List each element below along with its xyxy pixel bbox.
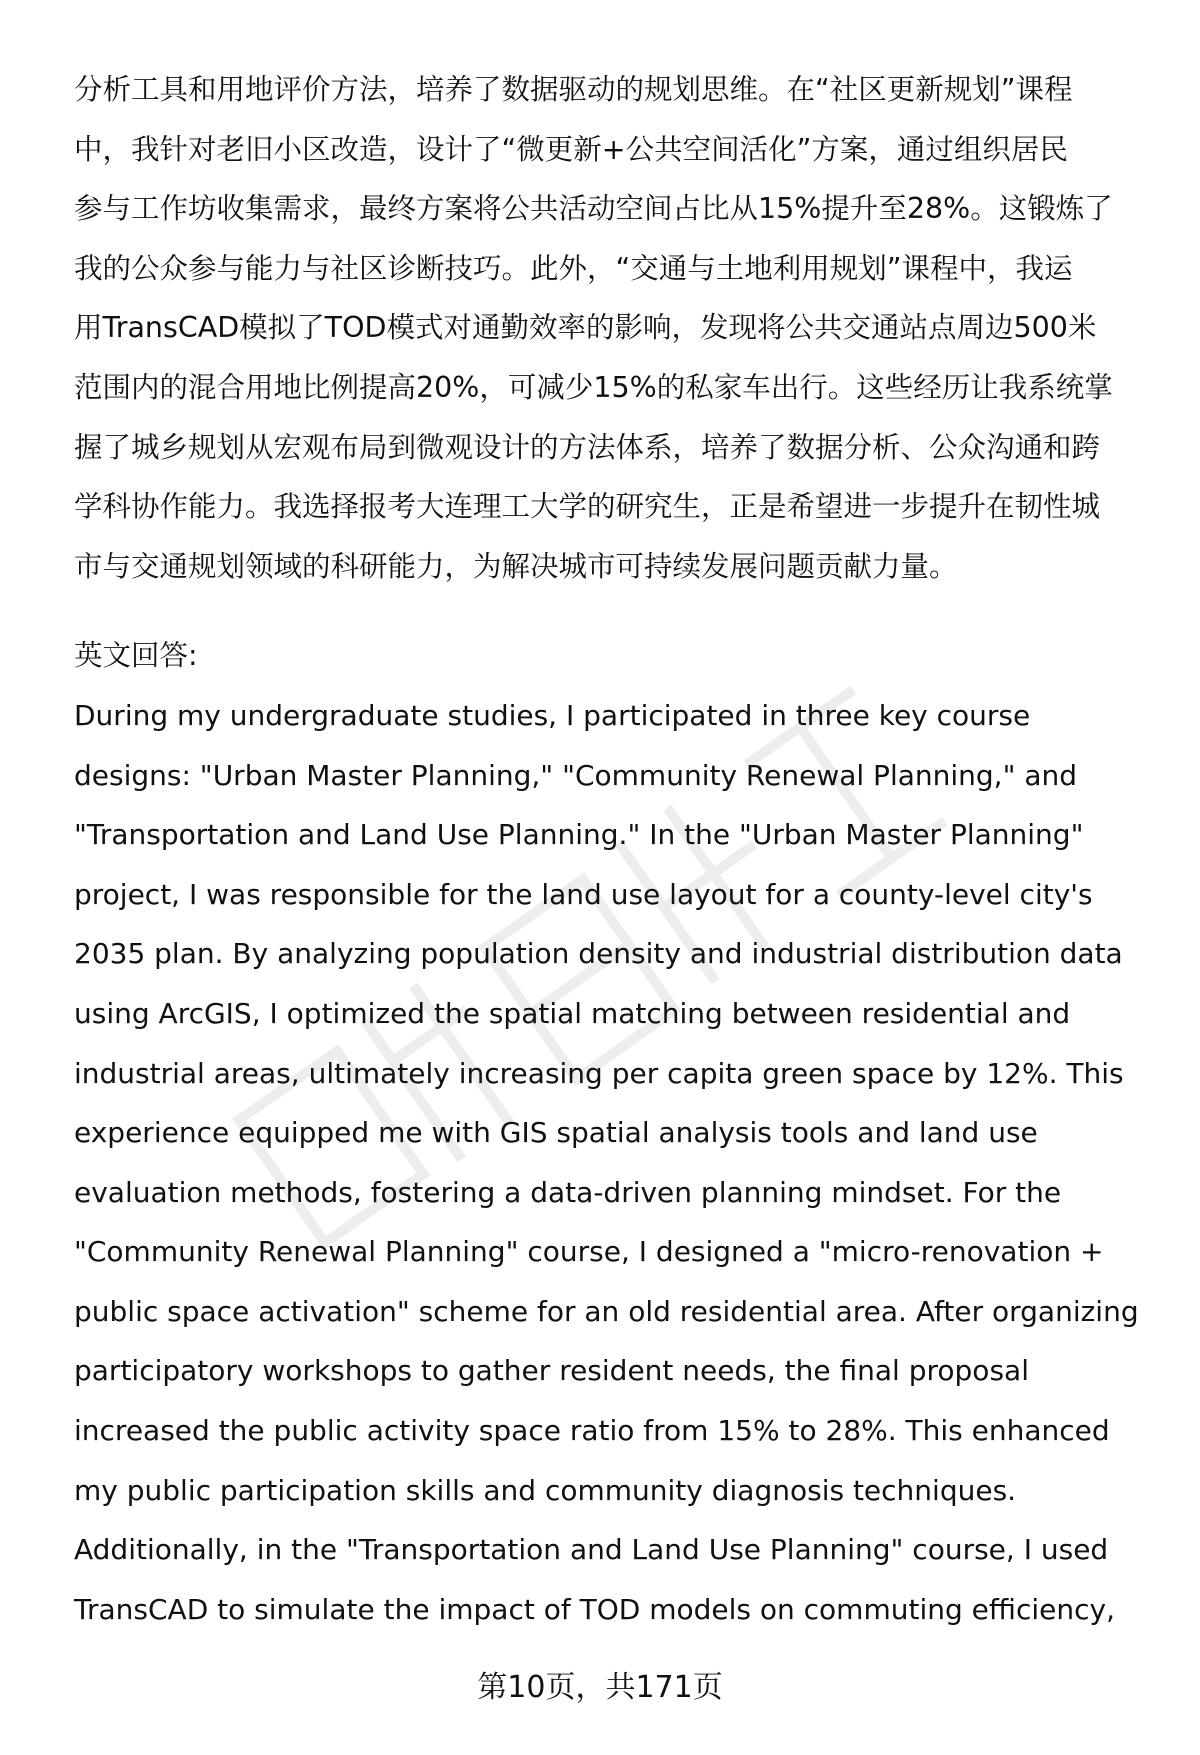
english-answer-line: my public participation skills and community diagnosis techniques.	[74, 1473, 1017, 1507]
english-answer-line: project, I was responsible for the land use layout for a county-level city's	[74, 877, 1093, 911]
chinese-answer-line: 参与工作坊收集需求，最终方案将公共活动空间占比从15%提升至28%。这锻炼了	[74, 192, 1113, 226]
english-answer-line: "Transportation and Land Use Planning." In the "Urban Master Planning"	[74, 818, 1084, 852]
english-answer-line: participatory workshops to gather resident needs, the final proposal	[74, 1354, 1029, 1388]
section-gap	[74, 596, 1144, 626]
chinese-answer-line: 我的公众参与能力与社区诊断技巧。此外，“交通与土地利用规划”课程中，我运	[74, 251, 1073, 285]
english-answer-line: 2035 plan. By analyzing population density and industrial distribution data	[74, 937, 1123, 971]
chinese-answer-line: 市与交通规划领域的科研能力，为解决城市可持续发展问题贡献力量。	[74, 549, 958, 583]
english-answer-line: evaluation methods, fostering a data-driven planning mindset. For the	[74, 1175, 1062, 1209]
english-answer-line: increased the public activity space ratio from 15% to 28%. This enhanced	[74, 1414, 1110, 1448]
english-answer-line: using ArcGIS, I optimized the spatial matching between residential and	[74, 996, 1071, 1030]
chinese-answer-line: 范围内的混合用地比例提高20%，可减少15%的私家车出行。这些经历让我系统掌	[74, 370, 1113, 404]
english-answer-line: During my undergraduate studies, I participated in three key course	[74, 698, 1031, 732]
page-number-footer: 第10页，共171页	[477, 1670, 723, 1705]
english-answer-paragraph	[74, 686, 1144, 1640]
document-body	[74, 60, 1144, 1639]
english-answer-line: "Community Renewal Planning" course, I designed a "micro-renovation +	[74, 1235, 1104, 1269]
chinese-answer-paragraph	[74, 60, 1144, 596]
chinese-answer-line: 中，我针对老旧小区改造，设计了“微更新+公共空间活化”方案，通过组织居民	[74, 132, 1068, 166]
chinese-answer-line: 分析工具和用地评价方法，培养了数据驱动的规划思维。在“社区更新规划”课程	[74, 73, 1073, 106]
english-answer-label: 英文回答:	[74, 639, 198, 673]
english-answer-line: industrial areas, ultimately increasing per capita green space by 12%. This	[74, 1056, 1124, 1090]
english-answer-line: TransCAD to simulate the impact of TOD models on commuting efficiency,	[74, 1592, 1115, 1626]
english-answer-line: Additionally, in the "Transportation and Land Use Planning" course, I used	[74, 1533, 1109, 1567]
chinese-answer-line: 握了城乡规划从宏观布局到微观设计的方法体系，培养了数据分析、公众沟通和跨	[74, 430, 1101, 464]
chinese-answer-line: 用TransCAD模拟了TOD模式对通勤效率的影响，发现将公共交通站点周边500米	[74, 311, 1097, 345]
english-answer-line: designs: "Urban Master Planning," "Community Renewal Planning," and	[74, 758, 1078, 792]
english-answer-line: experience equipped me with GIS spatial analysis tools and land use	[74, 1116, 1038, 1150]
english-answer-line: public space activation" scheme for an old residential area. After organizing	[74, 1294, 1139, 1328]
chinese-answer-line: 学科协作能力。我选择报考大连理工大学的研究生，正是希望进一步提升在韧性城	[74, 490, 1101, 524]
